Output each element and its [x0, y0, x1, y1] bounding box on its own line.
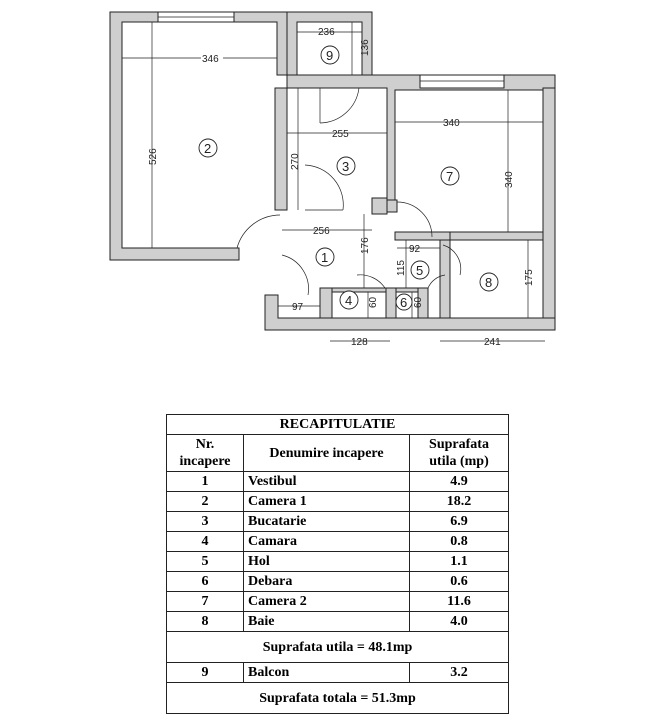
dim-115: 115 — [396, 260, 407, 276]
cell-nr: 3 — [167, 512, 244, 532]
balcony-nr: 9 — [167, 663, 244, 683]
header-area-line2: utila (mp) — [429, 454, 489, 469]
table-row — [167, 532, 509, 552]
cell-area: 6.9 — [410, 512, 509, 532]
dim-176: 176 — [360, 237, 371, 254]
dim-526: 526 — [148, 148, 159, 165]
dim-255: 255 — [332, 129, 349, 140]
dimension-lines — [122, 22, 545, 341]
table-row — [167, 492, 509, 512]
room-label-2: 2 — [204, 141, 212, 156]
useful-total: Suprafata utila = 48.1mp — [167, 632, 509, 663]
header-nr-line2: incapere — [179, 454, 231, 469]
room-label-1: 1 — [321, 250, 329, 265]
cell-name: Baie — [244, 612, 410, 632]
dim-270: 270 — [290, 153, 301, 170]
cell-nr: 7 — [167, 592, 244, 612]
dim-97: 97 — [292, 302, 304, 313]
dim-340-horizontal: 340 — [443, 118, 460, 129]
header-name: Denumire incapere — [244, 435, 410, 472]
table-row — [167, 612, 509, 632]
cell-name: Vestibul — [244, 472, 410, 492]
dim-175: 175 — [524, 269, 535, 286]
dim-60-camara: 60 — [368, 296, 379, 308]
cell-area: 4.0 — [410, 612, 509, 632]
cell-area: 11.6 — [410, 592, 509, 612]
table-row — [167, 472, 509, 492]
room-label-8: 8 — [485, 275, 493, 290]
grand-total-row — [167, 683, 509, 714]
cell-area: 0.8 — [410, 532, 509, 552]
cell-name: Camera 2 — [244, 592, 410, 612]
dim-236: 236 — [318, 27, 335, 38]
table-row — [167, 592, 509, 612]
dim-256: 256 — [313, 226, 330, 237]
cell-nr: 1 — [167, 472, 244, 492]
room-label-9: 9 — [326, 48, 334, 63]
recap-table — [166, 414, 509, 714]
table-row — [167, 552, 509, 572]
cell-name: Debara — [244, 572, 410, 592]
balcony-name: Balcon — [244, 663, 410, 683]
useful-total-row — [167, 632, 509, 663]
cell-nr: 8 — [167, 612, 244, 632]
cell-name: Camera 1 — [244, 492, 410, 512]
dim-340-vertical: 340 — [504, 171, 515, 188]
cell-name: Bucatarie — [244, 512, 410, 532]
dim-92: 92 — [409, 244, 421, 255]
cell-name: Camara — [244, 532, 410, 552]
dim-241: 241 — [484, 337, 501, 348]
header-nr-line1: Nr. — [195, 437, 215, 452]
balcony-area: 3.2 — [410, 663, 509, 683]
room-label-3: 3 — [342, 159, 350, 174]
room-label-5: 5 — [416, 263, 424, 278]
header-area — [410, 435, 509, 472]
cell-nr: 4 — [167, 532, 244, 552]
dim-128: 128 — [351, 337, 368, 348]
cell-nr: 6 — [167, 572, 244, 592]
cell-area: 18.2 — [410, 492, 509, 512]
cell-nr: 5 — [167, 552, 244, 572]
header-area-line1: Suprafata — [429, 437, 489, 452]
dim-136: 136 — [360, 39, 371, 56]
dim-346: 346 — [202, 54, 219, 65]
balcony-row — [167, 663, 509, 683]
recap-header-row — [167, 435, 509, 472]
recap-title: RECAPITULATIE — [167, 415, 509, 435]
grand-total: Suprafata totala = 51.3mp — [167, 683, 509, 714]
table-row — [167, 572, 509, 592]
cell-area: 4.9 — [410, 472, 509, 492]
cell-area: 1.1 — [410, 552, 509, 572]
header-nr — [167, 435, 244, 472]
recap-title-row — [167, 415, 509, 435]
room-label-6: 6 — [400, 295, 408, 310]
cell-name: Hol — [244, 552, 410, 572]
room-label-7: 7 — [446, 169, 454, 184]
recap-rows — [167, 472, 509, 632]
cell-nr: 2 — [167, 492, 244, 512]
cell-area: 0.6 — [410, 572, 509, 592]
dim-60-debara: 60 — [413, 296, 424, 308]
room-label-4: 4 — [345, 293, 353, 308]
table-row — [167, 512, 509, 532]
